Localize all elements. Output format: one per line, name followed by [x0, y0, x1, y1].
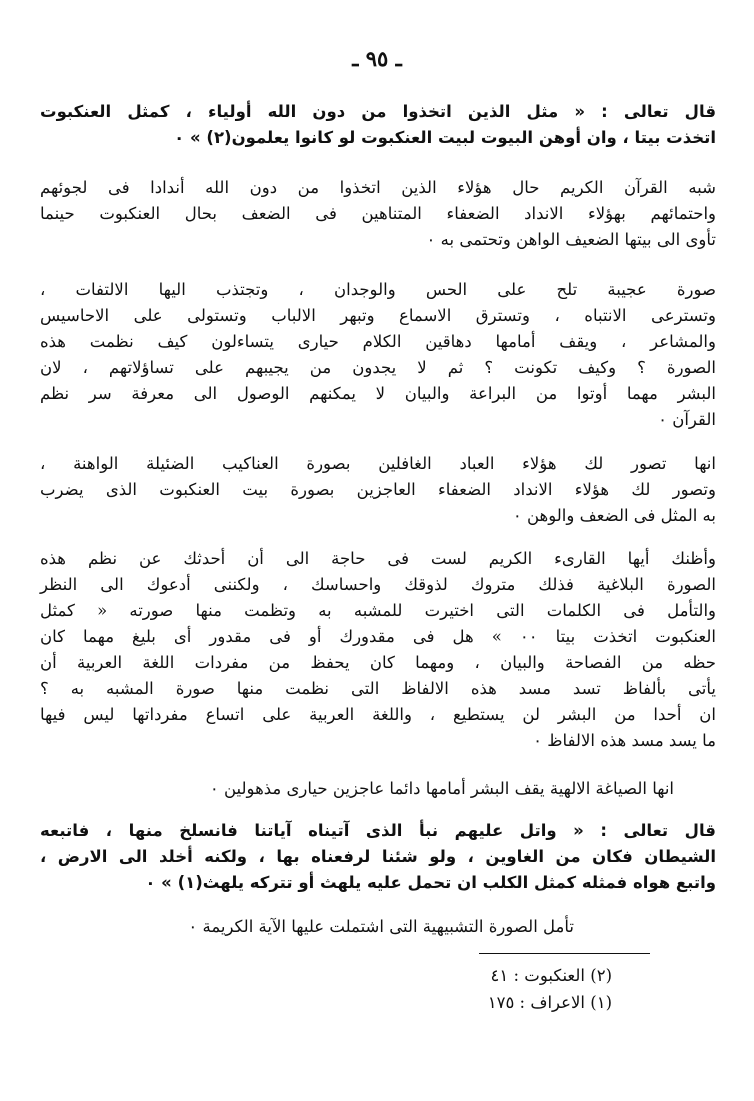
footnote: (٢) العنكبوت : ٤١: [490, 966, 612, 985]
footnote-separator: [479, 953, 650, 954]
footnotes: [488, 962, 612, 1016]
quote-ankabut: [40, 99, 716, 151]
text-line: تأمل الصورة التشبيهية التى اشتملت عليها الآية الكريمة ٠: [188, 917, 574, 936]
paragraph-simile-explained: [40, 175, 716, 253]
page-number: ـ ٩٥ ـ: [352, 46, 402, 71]
text-line: الشيطان فكان من الغاوين ، ولو شئنا لرفعناه بها ، ولكنه أخلد الى الارض ،: [40, 847, 716, 866]
text-line: واتبع هواه فمثله كمثل الكلب ان تحمل عليه يلهث أو تتركه يلهث(١) » ٠: [145, 873, 716, 892]
text-line: ان أحدا من البشر لن يستطيع ، واللغة العربية على اتساع مفرداتها ليس فيها: [40, 705, 716, 724]
text-line: والتأمل فى الكلمات التى اختيرت للمشبه به وتظمت منها صورته « كمثل: [40, 601, 716, 620]
quote-araf: [40, 818, 716, 896]
text-line: ما يسد مسد هذه الالفاظ ٠: [533, 731, 716, 750]
text-line: يأتى بألفاظ تسد مسد هذه الالفاظ التى نظمت منها صورة المشبه به ؟: [40, 679, 716, 698]
paragraph-wondrous-image: [40, 277, 716, 433]
paragraph-depicts-worshippers: [40, 451, 716, 529]
text-line: واحتمائهم بهؤلاء الانداد الضعفاء المتناهين فى الضعف بحال العنكبوت حينما: [40, 204, 716, 223]
footnote: (١) الاعراف : ١٧٥: [487, 993, 612, 1012]
text-line: انها تصور لك هؤلاء العباد الغافلين بصورة العناكيب الضئيلة الواهنة ،: [40, 454, 716, 473]
paragraph-contemplate: [40, 914, 716, 940]
text-line: القرآن ٠: [658, 410, 716, 429]
paragraph-divine-formulation: [40, 776, 716, 802]
text-line: صورة عجيبة تلح على الحس والوجدان ، وتجتذب اليها الالتفات ،: [40, 280, 716, 299]
text-line: وأظنك أيها القارىء الكريم لست فى حاجة الى أن أحدثك عن نظم هذه: [40, 549, 716, 568]
text-line: قال تعالى : « مثل الذين اتخذوا من دون الله أولياء ، كمثل العنكبوت: [40, 102, 716, 121]
text-line: اتخذت بيتا ، وان أوهن البيوت لبيت العنكبوت لو كانوا يعلمون(٢) » ٠: [174, 128, 716, 147]
text-line: وتسترعى الانتباه ، وتسترق الاسماع وتبهر الالباب وتستولى على الاحاسيس: [40, 306, 716, 325]
text-line: الصورة البلاغية فذلك متروك لذوقك واحساسك ، ولكننى أدعوك الى النظر: [40, 575, 716, 594]
text-line: وتصور لك هؤلاء الانداد الضعفاء العاجزين بصورة بيت العنكبوت الذى يضرب: [40, 480, 716, 499]
text-line: البشر مهما أوتوا من البراعة والبيان لا يمكنهم الوصول الى معرفة سر نظم: [40, 384, 716, 403]
text-line: به المثل فى الضعف والوهن ٠: [512, 506, 716, 525]
text-line: انها الصياغة الالهية يقف البشر أمامها دائما عاجزين حيارى مذهولين ٠: [209, 779, 674, 798]
text-line: الصورة ؟ وكيف تكونت ؟ ثم لا يجدون من يجيبهم على تساؤلاتهم ، لان: [40, 358, 716, 377]
paragraph-reader-invitation: [40, 546, 716, 754]
text-line: شبه القرآن الكريم حال هؤلاء الذين اتخذوا من دون الله أندادا فى لجوئهم: [40, 178, 716, 197]
text-line: حظه من الفصاحة والبيان ، ومهما كان يحفظ من مفردات اللغة العربية أن: [40, 653, 716, 672]
text-line: قال تعالى : « واتل عليهم نبأ الذى آتيناه آياتنا فانسلخ منها ، فاتبعه: [40, 821, 716, 840]
text-line: والمشاعر ، ويقف أمامها دهاقين الكلام حيارى يتساءلون كيف نظمت هذه: [40, 332, 716, 351]
text-line: تأوى الى بيتها الضعيف الواهن وتحتمى به ٠: [426, 230, 716, 249]
text-line: العنكبوت اتخذت بيتا ٠٠ » هل فى مقدورك أو فى مقدور أى بليغ مهما كان: [40, 627, 716, 646]
